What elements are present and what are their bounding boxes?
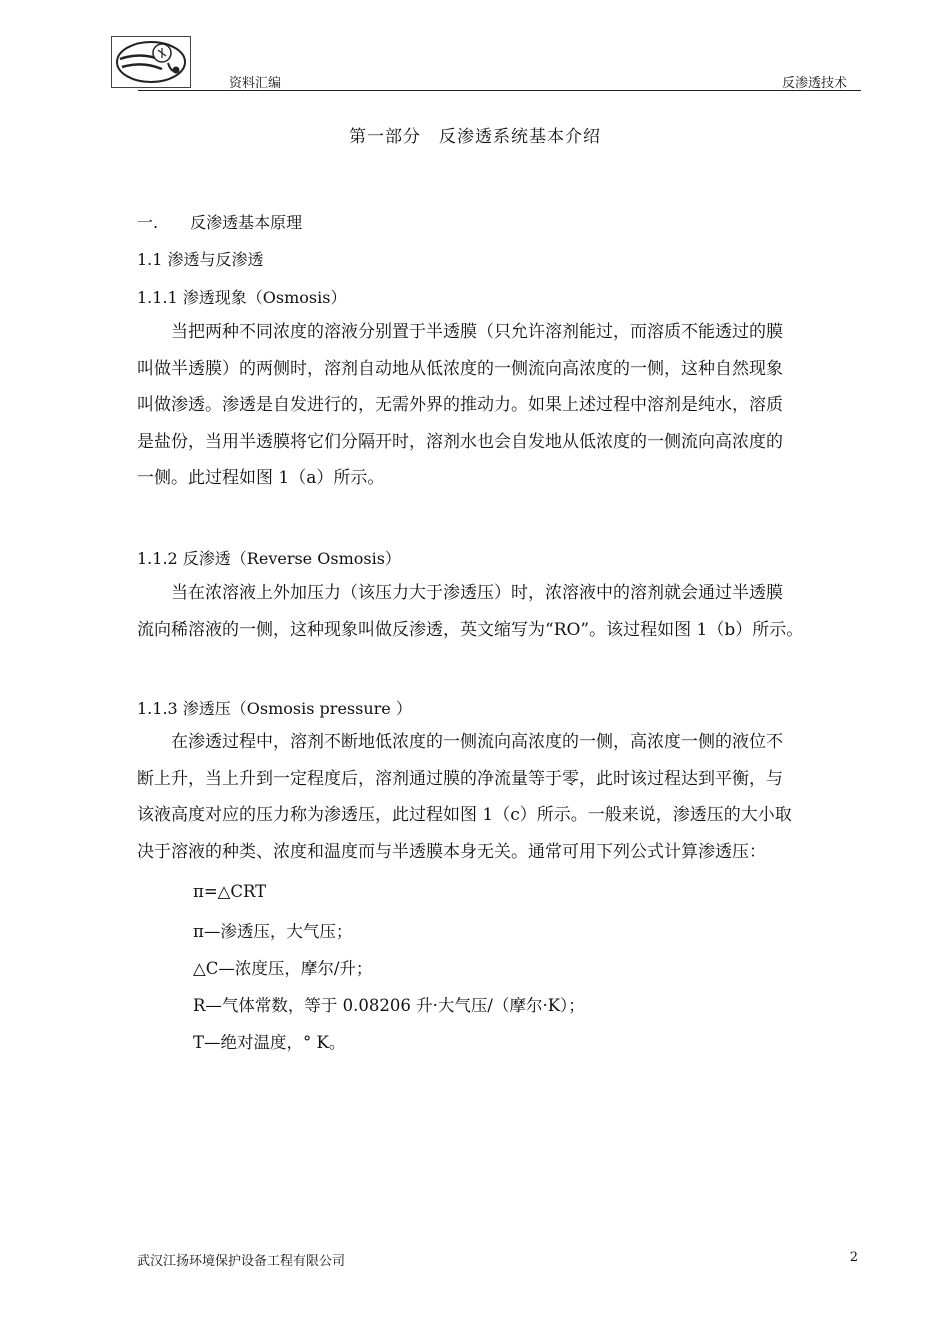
osmotic-pressure-paragraph [137, 724, 860, 870]
formula-equation: π=△CRT [193, 882, 267, 901]
osmosis-paragraph [137, 314, 860, 497]
footer-company: 武汉江扬环境保护设备工程有限公司 [137, 1254, 346, 1269]
paragraph-line: 流向稀溶液的一侧，这种现象叫做反渗透，英文缩写为“RO”。该过程如图 1（b）所示。 [137, 619, 804, 640]
section-heading-1-1: 1.1 渗透与反渗透 [137, 250, 264, 269]
paragraph-line: 叫做渗透。渗透是自发进行的，无需外界的推动力。如果上述过程中溶剂是纯水，溶质 [137, 395, 783, 415]
company-logo-icon [111, 36, 191, 88]
paragraph-line: 当在浓溶液上外加压力（该压力大于渗透压）时，浓溶液中的溶剂就会通过半透膜 [137, 583, 783, 603]
formula-definition: T—绝对温度，° K。 [193, 1033, 346, 1052]
section-heading-1-1-1: 1.1.1 渗透现象（Osmosis） [137, 288, 347, 307]
header-divider [138, 90, 861, 91]
header-left-text: 资料汇编 [229, 76, 282, 91]
formula-definition: △C—浓度压，摩尔/升； [193, 959, 373, 978]
paragraph-line: 是盐份，当用半透膜将它们分隔开时，溶剂水也会自发地从低浓度的一侧流向高浓度的 [137, 431, 783, 452]
paragraph-line: 断上升，当上升到一定程度后，溶剂通过膜的净流量等于零，此时该过程达到平衡，与 [137, 768, 783, 789]
page-number: 2 [849, 1250, 858, 1265]
paragraph-line: 决于溶液的种类、浓度和温度而与半透膜本身无关。通常可用下列公式计算渗透压： [137, 841, 766, 862]
page-title: 第一部分 反渗透系统基本介绍 [349, 127, 601, 147]
paragraph-line: 当把两种不同浓度的溶液分别置于半透膜（只允许溶剂能过，而溶质不能透过的膜 [137, 322, 783, 342]
paragraph-line: 该液高度对应的压力称为渗透压，此过程如图 1（c）所示。一般来说，渗透压的大小取 [137, 805, 792, 825]
formula-definition: π—渗透压，大气压； [193, 922, 353, 941]
reverse-osmosis-paragraph [137, 575, 860, 648]
section-heading-1: 一. 反渗透基本原理 [137, 213, 303, 232]
paragraph-line: 在渗透过程中，溶剂不断地低浓度的一侧流向高浓度的一侧，高浓度一侧的液位不 [137, 732, 783, 752]
paragraph-line: 叫做半透膜）的两侧时，溶剂自动地从低浓度的一侧流向高浓度的一侧，这种自然现象 [137, 358, 783, 379]
formula-definition: R—气体常数，等于 0.08206 升·大气压/（摩尔·K）； [193, 996, 585, 1015]
header-right-text: 反渗透技术 [781, 76, 847, 91]
paragraph-line: 一侧。此过程如图 1（a）所示。 [137, 468, 385, 488]
section-heading-1-1-2: 1.1.2 反渗透（Reverse Osmosis） [137, 549, 401, 568]
section-heading-1-1-3: 1.1.3 渗透压（Osmosis pressure ） [137, 699, 412, 718]
